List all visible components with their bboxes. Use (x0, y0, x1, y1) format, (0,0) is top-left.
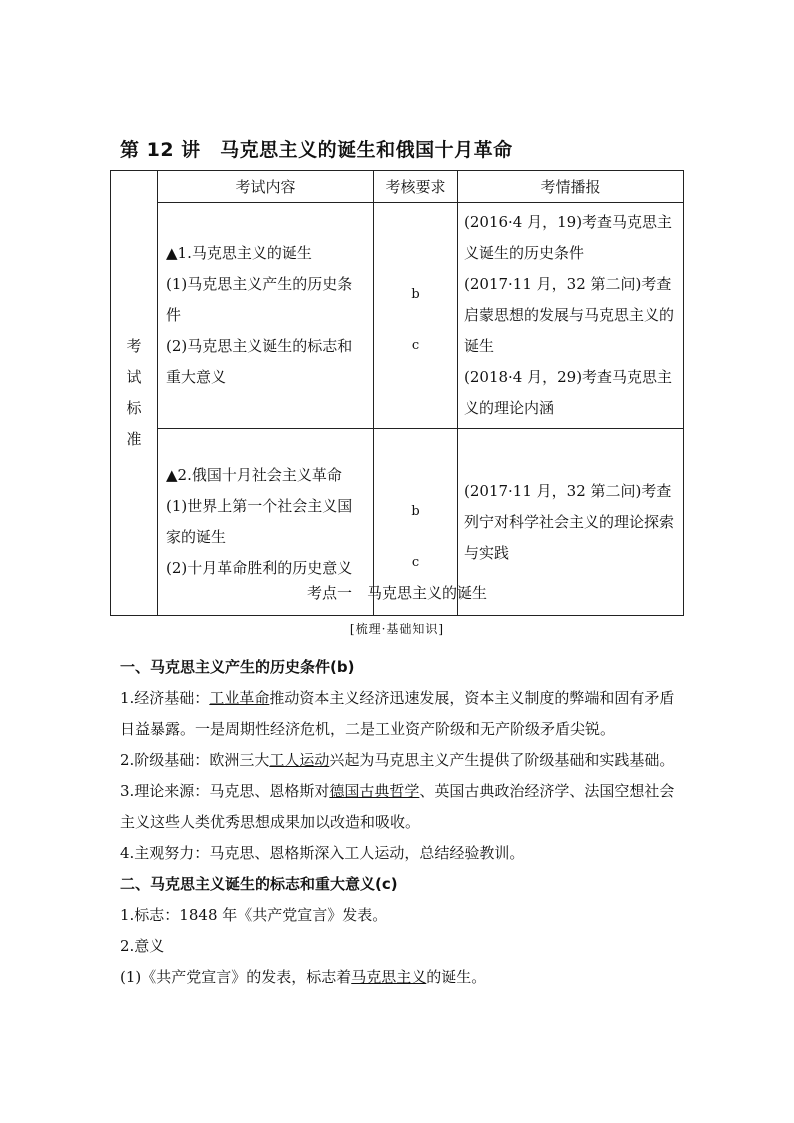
table-header-row (111, 171, 684, 203)
paragraph-text: 、英国古典政治经济学、法国空想社会主义这些人类优秀思想成果加以改造和吸收。 (120, 782, 675, 831)
paragraph-text: 推动资本主义经济迅速发展，资本主义制度的弊端和固有矛盾日益暴露。一是周期性经济危机，二是工业资产阶级和无产阶级矛盾尖锐。 (120, 689, 675, 738)
page-title: 第 12 讲 马克思主义的诞生和俄国十月革命 (120, 139, 513, 161)
paragraph-label: 2.阶级基础： (120, 751, 210, 769)
paragraph-text: 马克思、恩格斯对 (209, 782, 330, 800)
paragraph-label: 4.主观努力： (120, 844, 210, 862)
paragraph: 2.意义 (120, 937, 165, 955)
paragraph-text: 兴起为马克思主义产生提供了阶级基础和实践基础。 (329, 751, 675, 769)
table-row (111, 203, 684, 429)
news-line: (2016·4 月，19)考查马克思主义诞生的历史条件 (464, 213, 673, 262)
content-line: ▲1.马克思主义的诞生 (166, 244, 312, 262)
column-header-news: 考情播报 (458, 171, 684, 203)
paragraph (120, 838, 684, 869)
paragraph-text: (1)《共产党宣言》的发表，标志着 (120, 968, 352, 986)
underlined-term: 马克思主义 (351, 968, 427, 986)
content-cell (158, 203, 374, 429)
requirement-cell (374, 203, 458, 429)
paragraph (120, 745, 684, 776)
column-header-content: 考试内容 (158, 171, 374, 203)
news-line: (2018·4 月，29)考查马克思主义的理论内涵 (464, 368, 673, 417)
paragraph (120, 776, 684, 838)
side-label-char: 考 (126, 337, 142, 355)
paragraph-label: 1.经济基础： (120, 689, 210, 707)
requirement-value: b (411, 286, 420, 302)
section-heading: 一、马克思主义产生的历史条件(b) (120, 658, 355, 676)
paragraph: 1.标志：1848 年《共产党宣言》发表。 (120, 906, 388, 924)
underlined-term: 德国古典哲学 (329, 782, 420, 800)
content-line: (1)马克思主义产生的历史条件 (166, 275, 353, 324)
paragraph-text: 欧洲三大 (209, 751, 270, 769)
side-label-char: 准 (126, 430, 142, 448)
news-line: (2017·11 月，32 第二问)考查启蒙思想的发展与马克思主义的诞生 (464, 275, 675, 355)
paragraph (120, 962, 684, 993)
section-heading: 二、马克思主义诞生的标志和重大意义(c) (120, 875, 398, 893)
side-label-char: 试 (126, 368, 142, 386)
news-line: (2017·11 月，32 第二问)考查列宁对科学社会主义的理论探索与实践 (464, 481, 675, 562)
content-line: (1)世界上第一个社会主义国家的诞生 (166, 497, 353, 546)
content-line: (2)十月革命胜利的历史意义 (166, 559, 353, 577)
section-one (120, 652, 684, 993)
column-header-requirement: 考核要求 (374, 171, 458, 203)
side-label-cell (111, 171, 158, 616)
exam-standard-table (110, 170, 684, 616)
underlined-term: 工人运动 (269, 751, 330, 769)
paragraph-text: 马克思、恩格斯深入工人运动，总结经验教训。 (209, 844, 525, 862)
requirement-value: c (411, 337, 420, 353)
requirement-value: b (411, 504, 420, 519)
kaodian-title: 考点一 马克思主义的诞生 (306, 584, 487, 602)
side-label-char: 标 (126, 399, 142, 417)
paragraph (120, 683, 684, 745)
content-line: (2)马克思主义诞生的标志和重大意义 (166, 337, 353, 386)
requirement-value: c (411, 555, 420, 570)
kaodian-subtitle: [梳理·基础知识] (349, 622, 445, 636)
content-line: ▲2.俄国十月社会主义革命 (166, 466, 342, 484)
underlined-term: 工业革命 (209, 689, 270, 707)
news-cell (458, 203, 684, 429)
paragraph-label: 3.理论来源： (120, 782, 210, 800)
paragraph-text: 的诞生。 (426, 968, 487, 986)
